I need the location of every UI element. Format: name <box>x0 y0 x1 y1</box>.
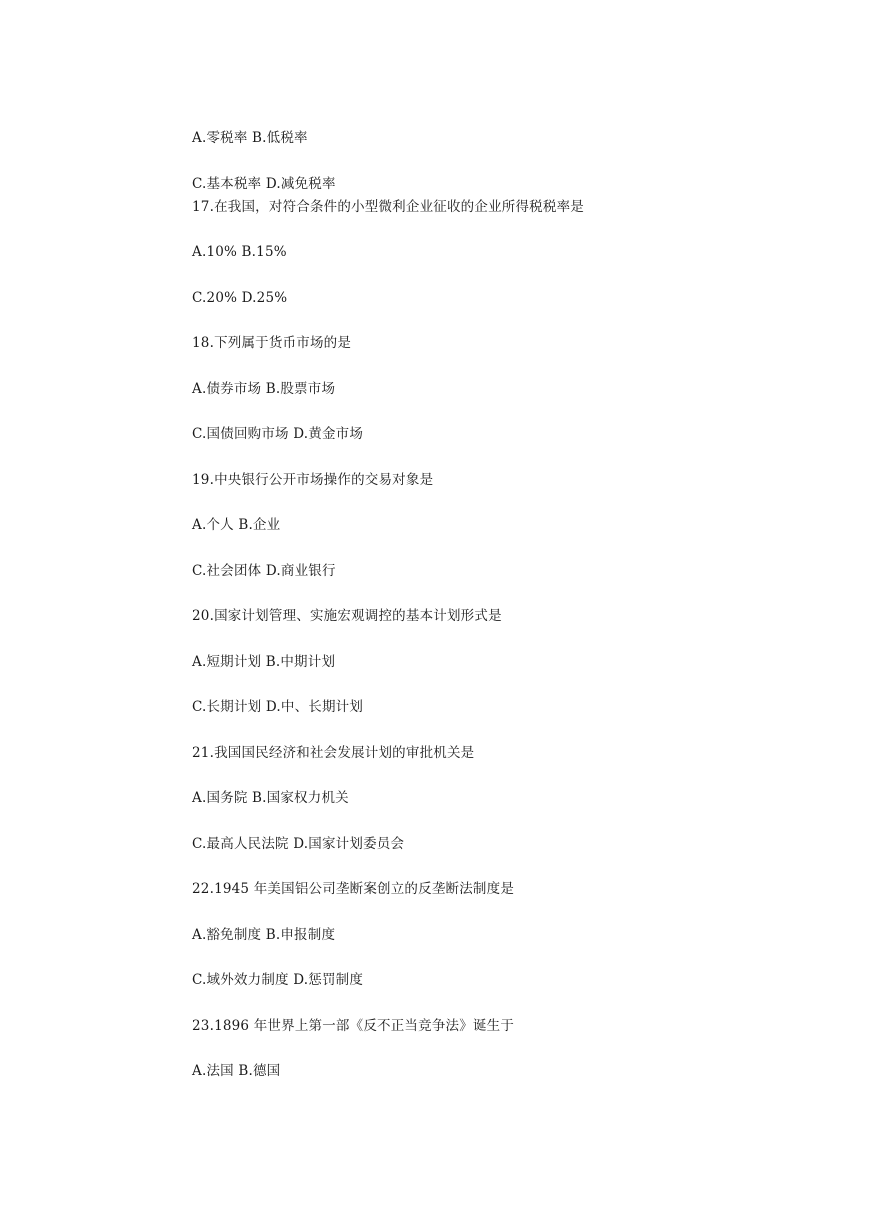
q21-options-ab: A.国务院 B.国家权力机关 <box>192 790 349 806</box>
q18-options-cd: C.国债回购市场 D.黄金市场 <box>192 426 364 442</box>
question-23: 23.1896 年世界上第一部《反不正当竞争法》诞生于 <box>192 1018 515 1034</box>
question-17: 17.在我国，对符合条件的小型微利企业征收的企业所得税税率是 <box>192 199 584 215</box>
q17-options-cd: C.20% D.25% <box>192 290 288 306</box>
q16-options-ab: A.零税率 B.低税率 <box>192 130 308 146</box>
question-18: 18.下列属于货币市场的是 <box>192 335 352 351</box>
question-22: 22.1945 年美国铝公司垄断案创立的反垄断法制度是 <box>192 881 515 897</box>
q21-options-cd: C.最高人民法院 D.国家计划委员会 <box>192 836 405 852</box>
q20-options-cd: C.长期计划 D.中、长期计划 <box>192 699 364 715</box>
q22-options-cd: C.域外效力制度 D.惩罚制度 <box>192 972 364 988</box>
question-19: 19.中央银行公开市场操作的交易对象是 <box>192 472 434 488</box>
question-21: 21.我国国民经济和社会发展计划的审批机关是 <box>192 745 475 761</box>
q19-options-cd: C.社会团体 D.商业银行 <box>192 563 336 579</box>
q23-options-ab: A.法国 B.德国 <box>192 1063 281 1079</box>
question-20: 20.国家计划管理、实施宏观调控的基本计划形式是 <box>192 608 502 624</box>
q16-options-cd: C.基本税率 D.减免税率 <box>192 176 336 192</box>
q18-options-ab: A.债券市场 B.股票市场 <box>192 381 336 397</box>
q19-options-ab: A.个人 B.企业 <box>192 517 281 533</box>
q17-options-ab: A.10% B.15% <box>192 244 287 260</box>
q20-options-ab: A.短期计划 B.中期计划 <box>192 654 336 670</box>
q22-options-ab: A.豁免制度 B.申报制度 <box>192 927 336 943</box>
